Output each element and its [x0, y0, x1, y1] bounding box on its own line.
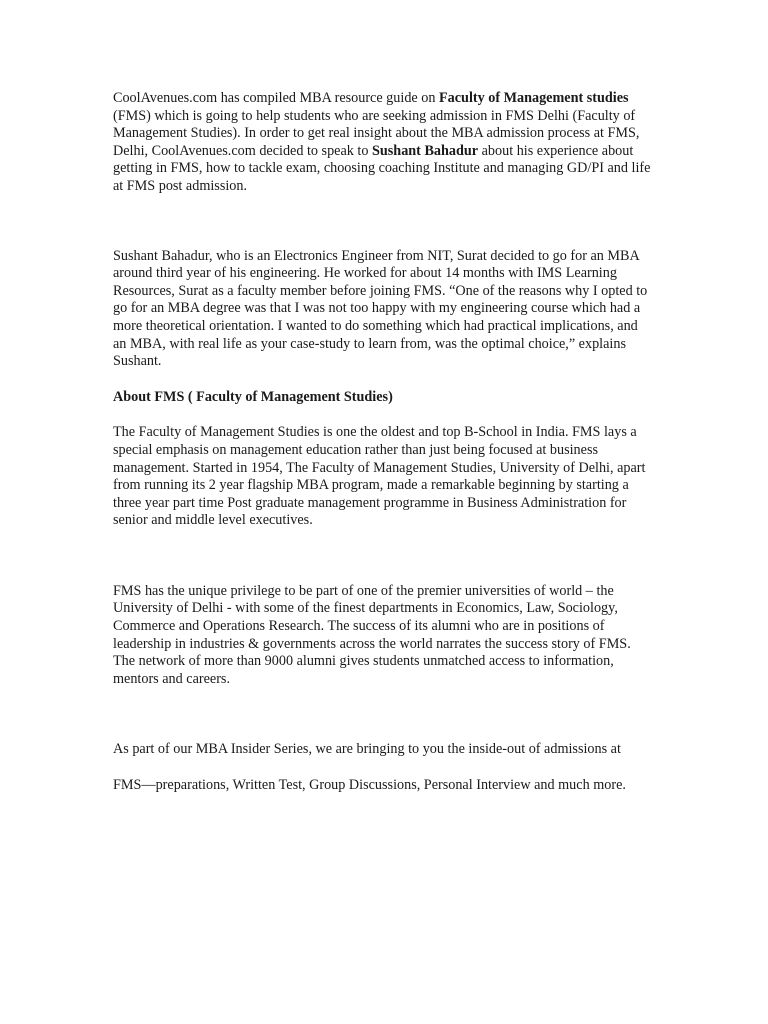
privilege-paragraph: FMS has the unique privilege to be part of one of the premier universities of world – the University of Delhi - with some of the finest departments in Economics, Law, Sociology, Commerce and Operations Research. The success of its alumni who are in positions of leadership in industries & governments across the world narrates the success story of FMS. The network of more than 9000 alumni gives students unmatched access to information, mentors and careers.: [113, 582, 631, 687]
intro-text-2: (FMS) which is going to help students who are seeking admission in FMS Delhi (Faculty of Management Studies). In order to get real insight about the MBA admission process at FMS, Delhi, CoolAvenues.com decided to speak to: [113, 107, 640, 159]
about-paragraph: The Faculty of Management Studies is one the oldest and top B-School in India. FMS lays a special emphasis on management education rather than just being focused at business management. Started in 1954, The Faculty of Management Studies, University of Delhi, apart from running its 2 year flagship MBA program, made a remarkable beginning by starting a three year part time Post graduate management programme in Business Administration for senior and middle level executives.: [113, 424, 646, 529]
series-continuation: FMS—preparations, Written Test, Group Discussions, Personal Interview and much more.: [113, 777, 626, 794]
about-heading: About FMS ( Faculty of Management Studies): [113, 388, 393, 405]
series-paragraph: As part of our MBA Insider Series, we are bringing to you the inside-out of admissions at: [113, 741, 621, 758]
intro-text-3: about his experience about getting in FMS, how to tackle exam, choosing coaching Institute and managing GD/PI and life at FMS post admission.: [113, 142, 651, 194]
intro-text-1: CoolAvenues.com has compiled MBA resource guide on: [113, 90, 439, 106]
intro-bold-name: Sushant Bahadur: [372, 142, 479, 159]
intro-paragraph: [113, 90, 653, 196]
document-page: [113, 90, 653, 795]
intro-bold-fms: Faculty of Management studies: [439, 90, 629, 106]
bio-paragraph: Sushant Bahadur, who is an Electronics Engineer from NIT, Surat decided to go for an MBA around third year of his engineering. He worked for about 14 months with IMS Learning Resources, Surat as a faculty member before joining FMS. “One of the reasons why I opted to go for an MBA degree was that I was not too happy with my engineering course which had a more theoretical orientation. I wanted to do something which had practical implications, and an MBA, with real life as your case-study to learn from, was the optimal choice,” explains Sushant.: [113, 247, 648, 370]
